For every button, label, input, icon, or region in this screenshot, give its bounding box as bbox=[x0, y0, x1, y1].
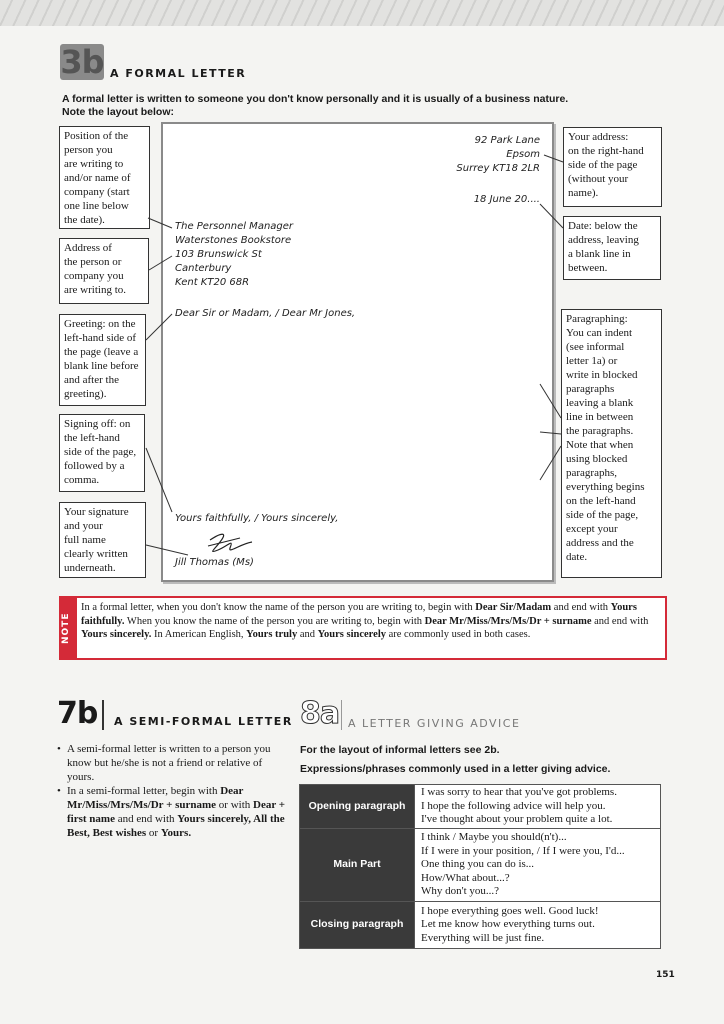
label-line: and after the bbox=[64, 374, 119, 386]
label-line: Note that when bbox=[566, 439, 634, 451]
sender-address-line: Epsom bbox=[506, 149, 540, 160]
leader-line bbox=[540, 204, 563, 228]
label-line: Your signature bbox=[64, 506, 129, 518]
label-line: (without your bbox=[568, 173, 629, 185]
label-line: underneath. bbox=[64, 562, 116, 574]
row-header: Opening paragraph bbox=[300, 785, 415, 829]
label-line: You can indent bbox=[566, 327, 633, 339]
list-item: • A semi-formal letter is written to a person you know but he/she is not a friend or relative of yours. bbox=[57, 742, 287, 784]
leader-line bbox=[148, 218, 172, 228]
label-line: write in blocked bbox=[566, 369, 638, 381]
letter-date: 18 June 20.... bbox=[473, 194, 540, 205]
phrase: I've thought about your problem quite a lot. bbox=[421, 813, 613, 826]
phrase: Why don't you...? bbox=[421, 885, 500, 898]
label-line: are writing to bbox=[64, 158, 124, 170]
phrase: One thing you can do is... bbox=[421, 858, 535, 871]
label-line: paragraphs, bbox=[566, 467, 618, 479]
recipient-line: Waterstones Bookstore bbox=[175, 235, 292, 246]
label-line: followed by a bbox=[64, 460, 125, 472]
label-line: Address of bbox=[64, 242, 112, 254]
phrase: I hope everything goes well. Good luck! bbox=[421, 904, 599, 917]
label-line: paragraphs bbox=[566, 383, 615, 395]
leader-line bbox=[544, 155, 563, 162]
label-line: the left-hand bbox=[64, 432, 120, 444]
phrase: Let me know how everything turns out. bbox=[421, 918, 595, 931]
label-line: a blank line in bbox=[568, 248, 631, 260]
label-line: Date: below the bbox=[568, 220, 638, 232]
label-line: address, leaving bbox=[568, 234, 639, 246]
leader-line bbox=[146, 314, 172, 340]
leader-line bbox=[540, 384, 561, 418]
row-header: Main Part bbox=[300, 829, 415, 902]
section-7b-bullets bbox=[57, 742, 287, 840]
label-line: date. bbox=[566, 551, 588, 563]
label-line: letter 1a) or bbox=[566, 355, 618, 367]
page-number: 151 bbox=[656, 970, 675, 980]
section-8a-number: 8a bbox=[300, 696, 340, 731]
sender-address-line: Surrey KT18 2LR bbox=[456, 163, 540, 174]
row-header: Closing paragraph bbox=[300, 902, 415, 949]
label-line: the paragraphs. bbox=[566, 425, 634, 437]
table-row bbox=[300, 902, 661, 949]
recipient-line: Kent KT20 68R bbox=[175, 277, 250, 288]
label-line: side of the page, bbox=[566, 509, 639, 521]
recipient-line: Canterbury bbox=[175, 263, 232, 274]
letter-greeting: Dear Sir or Madam, / Dear Mr Jones, bbox=[175, 308, 356, 319]
section-8a-divider bbox=[341, 700, 342, 730]
label-line: one line below bbox=[64, 200, 129, 212]
label-line: (see informal bbox=[566, 341, 625, 353]
section-8a-subtitle-2: Expressions/phrases commonly used in a letter giving advice. bbox=[300, 763, 611, 775]
label-line: clearly written bbox=[64, 548, 128, 560]
section-8a-subtitle-1: For the layout of informal letters see 2b. bbox=[300, 744, 500, 756]
label-line: company (start bbox=[64, 186, 130, 198]
table-row bbox=[300, 829, 661, 902]
label-line: and/or name of bbox=[64, 172, 131, 184]
leader-line bbox=[540, 432, 561, 434]
section-8a-title: A LETTER GIVING ADVICE bbox=[348, 717, 521, 730]
label-line: and your bbox=[64, 520, 103, 532]
letter-sign-off: Yours faithfully, / Yours sincerely, bbox=[175, 513, 339, 524]
label-line: everything begins bbox=[566, 481, 645, 493]
intro-line-1: A formal letter is written to someone you don't know personally and it is usually of a business nature. bbox=[62, 93, 569, 105]
phrase: How/What about...? bbox=[421, 871, 510, 884]
label-line: Paragraphing: bbox=[566, 313, 628, 325]
phrase: I was sorry to hear that you've got problems. bbox=[421, 786, 617, 799]
label-line: greeting). bbox=[64, 388, 107, 400]
section-7b-title: A SEMI-FORMAL LETTER bbox=[114, 715, 293, 728]
table-cell bbox=[415, 829, 661, 902]
section-3b-number: 3b bbox=[60, 43, 104, 81]
label-line: Signing off: on bbox=[64, 418, 131, 430]
label-line: company you bbox=[64, 270, 124, 282]
recipient-line: 103 Brunswick St bbox=[175, 249, 262, 260]
label-line: name). bbox=[568, 187, 599, 199]
label-line: the date). bbox=[64, 214, 105, 226]
label-line: comma. bbox=[64, 474, 100, 486]
label-line: using blocked bbox=[566, 453, 628, 465]
section-7b-number: 7b bbox=[57, 696, 98, 731]
label-line: are writing to. bbox=[64, 284, 127, 296]
label-line: Your address: bbox=[568, 131, 629, 143]
leader-line bbox=[540, 446, 561, 480]
label-line: Greeting: on the bbox=[64, 318, 136, 330]
signer-name: Jill Thomas (Ms) bbox=[175, 557, 254, 568]
list-item: • In a semi-formal letter, begin with Dear Mr/Miss/Mrs/Ms/Dr + surname or with Dear + first name and end with Yours sincerely, All the Best, Best wishes or Yours. bbox=[57, 784, 287, 840]
table-row bbox=[300, 785, 661, 829]
label-line: the person or bbox=[64, 256, 122, 268]
label-line: full name bbox=[64, 534, 106, 546]
table-cell bbox=[415, 902, 661, 949]
note-box bbox=[59, 596, 667, 660]
label-line: side of the page, bbox=[64, 446, 137, 458]
section-7b-divider bbox=[102, 700, 104, 730]
label-line: line in between bbox=[566, 411, 634, 423]
phrase: Everything will be just fine. bbox=[421, 931, 545, 944]
note-label: NOTE bbox=[61, 598, 77, 658]
advice-phrases-table bbox=[299, 784, 661, 949]
label-line: blank line before bbox=[64, 360, 139, 372]
leader-line bbox=[146, 545, 188, 555]
phrase: I hope the following advice will help you. bbox=[421, 799, 606, 812]
intro-line-2: Note the layout below: bbox=[62, 106, 175, 118]
label-line: the page (leave a bbox=[64, 346, 139, 358]
sender-address-line: 92 Park Lane bbox=[474, 135, 540, 146]
label-line: on the right-hand bbox=[568, 145, 644, 157]
phrase: I think / Maybe you should(n't)... bbox=[421, 831, 567, 844]
section-3b-title: A FORMAL LETTER bbox=[110, 67, 247, 80]
label-line: Position of the bbox=[64, 130, 129, 142]
leader-line bbox=[146, 448, 172, 512]
recipient-line: The Personnel Manager bbox=[175, 221, 294, 232]
phrase: If I were in your position, / If I were you, I'd... bbox=[421, 844, 625, 857]
label-line: on the left-hand bbox=[566, 495, 636, 507]
label-line: person you bbox=[64, 144, 113, 156]
label-line: address and the bbox=[566, 537, 634, 549]
leader-line bbox=[149, 256, 172, 270]
table-cell bbox=[415, 785, 661, 829]
label-line: side of the page bbox=[568, 159, 638, 171]
label-line: leaving a blank bbox=[566, 397, 634, 409]
label-line: between. bbox=[568, 262, 608, 274]
label-line: left-hand side of bbox=[64, 332, 137, 344]
label-line: except your bbox=[566, 523, 618, 535]
note-text: In a formal letter, when you don't know the name of the person you are writing to, begin with Dear Sir/Madam and end with Yours faithfully. When you know the name of the person you are writing to, begin with Dear Mr/Miss/Mrs/Ms/Dr + surname and end with Yours sincerely. In American English, Yours truly and Yours sincerely are commonly used in both cases. bbox=[81, 602, 649, 640]
